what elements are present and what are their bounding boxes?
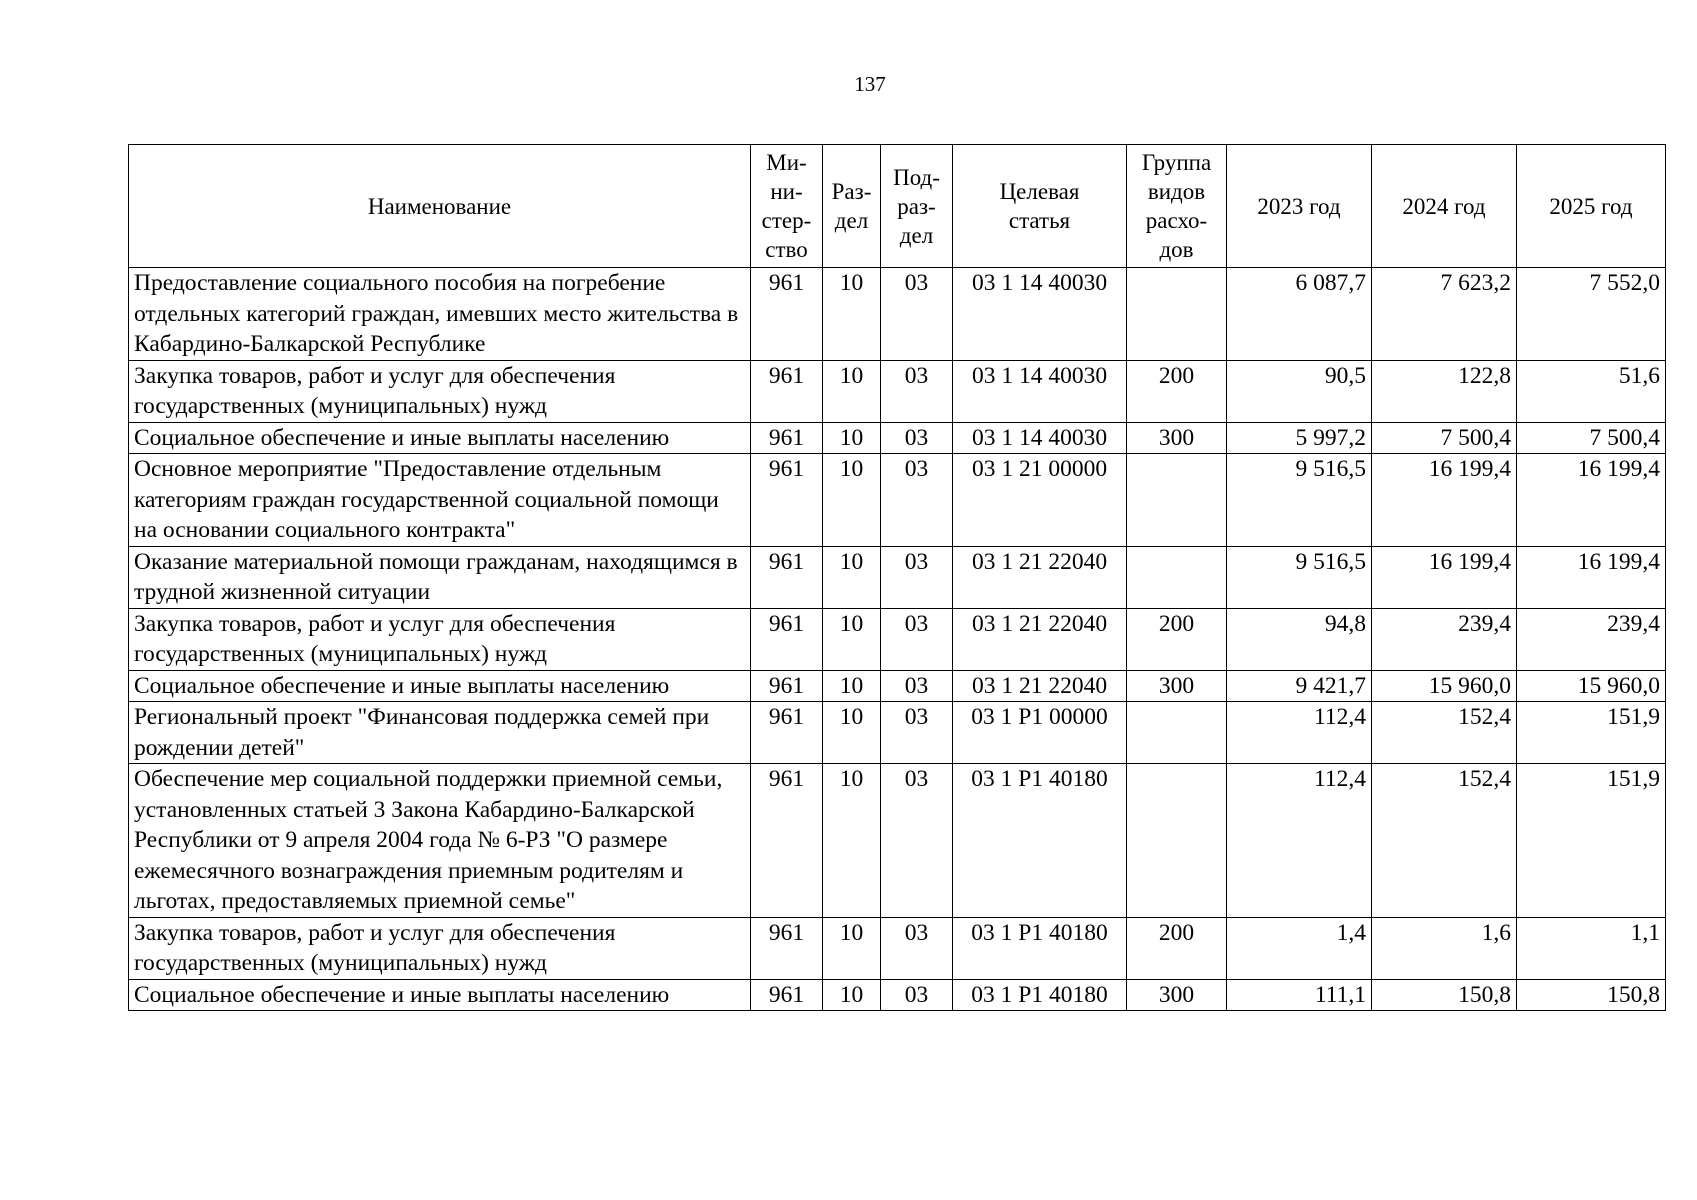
cell-target-article: 03 1 P1 40180 [953, 979, 1127, 1011]
table-row [129, 268, 1666, 361]
cell-year-2024: 152,4 [1372, 764, 1517, 918]
cell-ministry: 961 [751, 764, 823, 918]
cell-target-article: 03 1 14 40030 [953, 268, 1127, 361]
cell-name: Предоставление социального пособия на погребение отдельных категорий граждан, имевших место жительства в Кабардино-Балкарской Республике [129, 268, 751, 361]
cell-target-article: 03 1 14 40030 [953, 422, 1127, 454]
cell-ministry: 961 [751, 422, 823, 454]
header-row [129, 145, 1666, 268]
cell-subsection: 03 [881, 546, 953, 608]
cell-year-2025: 1,1 [1517, 917, 1666, 979]
cell-year-2023: 9 516,5 [1227, 546, 1372, 608]
cell-expense-group: 200 [1127, 917, 1227, 979]
cell-name: Основное мероприятие "Предоставление отдельным категориям граждан государственной социальной помощи на основании социального контракта" [129, 454, 751, 547]
cell-year-2023: 94,8 [1227, 608, 1372, 670]
cell-year-2023: 112,4 [1227, 764, 1372, 918]
table-row [129, 608, 1666, 670]
cell-year-2025: 15 960,0 [1517, 670, 1666, 702]
cell-ministry: 961 [751, 979, 823, 1011]
cell-year-2024: 1,6 [1372, 917, 1517, 979]
cell-year-2025: 51,6 [1517, 360, 1666, 422]
header-year-2024: 2024 год [1372, 145, 1517, 268]
cell-section: 10 [823, 979, 881, 1011]
table-row [129, 979, 1666, 1011]
cell-year-2025: 150,8 [1517, 979, 1666, 1011]
cell-subsection: 03 [881, 979, 953, 1011]
cell-year-2023: 5 997,2 [1227, 422, 1372, 454]
cell-ministry: 961 [751, 702, 823, 764]
cell-expense-group [1127, 454, 1227, 547]
table-row [129, 702, 1666, 764]
cell-section: 10 [823, 422, 881, 454]
header-name: Наименование [129, 145, 751, 268]
cell-expense-group: 200 [1127, 608, 1227, 670]
cell-name: Закупка товаров, работ и услуг для обеспечения государственных (муниципальных) нужд [129, 917, 751, 979]
cell-target-article: 03 1 P1 40180 [953, 917, 1127, 979]
cell-year-2023: 9 516,5 [1227, 454, 1372, 547]
cell-year-2024: 7 500,4 [1372, 422, 1517, 454]
cell-subsection: 03 [881, 764, 953, 918]
cell-ministry: 961 [751, 268, 823, 361]
cell-target-article: 03 1 21 22040 [953, 670, 1127, 702]
cell-year-2024: 239,4 [1372, 608, 1517, 670]
cell-year-2025: 16 199,4 [1517, 546, 1666, 608]
cell-expense-group [1127, 546, 1227, 608]
cell-expense-group [1127, 764, 1227, 918]
page-number: 137 [854, 72, 886, 96]
cell-subsection: 03 [881, 454, 953, 547]
budget-table [128, 144, 1666, 1011]
header-ministry: Ми- ни- стер- ство [751, 145, 823, 268]
cell-year-2025: 151,9 [1517, 702, 1666, 764]
cell-section: 10 [823, 608, 881, 670]
header-section: Раз- дел [823, 145, 881, 268]
cell-year-2024: 15 960,0 [1372, 670, 1517, 702]
cell-section: 10 [823, 454, 881, 547]
cell-name: Закупка товаров, работ и услуг для обеспечения государственных (муниципальных) нужд [129, 608, 751, 670]
cell-ministry: 961 [751, 670, 823, 702]
cell-name: Региональный проект "Финансовая поддержка семей при рождении детей" [129, 702, 751, 764]
cell-expense-group: 300 [1127, 979, 1227, 1011]
cell-name: Социальное обеспечение и иные выплаты населению [129, 670, 751, 702]
cell-year-2025: 239,4 [1517, 608, 1666, 670]
table-row [129, 670, 1666, 702]
cell-expense-group: 300 [1127, 422, 1227, 454]
cell-ministry: 961 [751, 360, 823, 422]
cell-year-2023: 6 087,7 [1227, 268, 1372, 361]
cell-year-2025: 151,9 [1517, 764, 1666, 918]
cell-section: 10 [823, 360, 881, 422]
cell-target-article: 03 1 14 40030 [953, 360, 1127, 422]
cell-name: Обеспечение мер социальной поддержки приемной семьи, установленных статьей 3 Закона Кабардино-Балкарской Республики от 9 апреля 2004 года № 6-РЗ "О размере ежемесячного вознаграждения приемным родителям и льготах, предоставляемых приемной семье" [129, 764, 751, 918]
cell-year-2023: 111,1 [1227, 979, 1372, 1011]
cell-expense-group: 300 [1127, 670, 1227, 702]
cell-year-2025: 16 199,4 [1517, 454, 1666, 547]
cell-target-article: 03 1 21 00000 [953, 454, 1127, 547]
cell-year-2023: 9 421,7 [1227, 670, 1372, 702]
header-subsection: Под- раз- дел [881, 145, 953, 268]
cell-subsection: 03 [881, 917, 953, 979]
cell-subsection: 03 [881, 702, 953, 764]
header-year-2025: 2025 год [1517, 145, 1666, 268]
cell-section: 10 [823, 546, 881, 608]
cell-year-2024: 16 199,4 [1372, 546, 1517, 608]
table-row [129, 546, 1666, 608]
cell-name: Социальное обеспечение и иные выплаты населению [129, 979, 751, 1011]
cell-year-2024: 16 199,4 [1372, 454, 1517, 547]
cell-year-2023: 90,5 [1227, 360, 1372, 422]
cell-ministry: 961 [751, 546, 823, 608]
header-target-article: Целевая статья [953, 145, 1127, 268]
cell-year-2025: 7 552,0 [1517, 268, 1666, 361]
cell-subsection: 03 [881, 360, 953, 422]
cell-expense-group: 200 [1127, 360, 1227, 422]
cell-subsection: 03 [881, 422, 953, 454]
cell-target-article: 03 1 P1 00000 [953, 702, 1127, 764]
table-row [129, 764, 1666, 918]
cell-subsection: 03 [881, 268, 953, 361]
cell-year-2024: 122,8 [1372, 360, 1517, 422]
cell-target-article: 03 1 21 22040 [953, 546, 1127, 608]
cell-ministry: 961 [751, 917, 823, 979]
cell-ministry: 961 [751, 608, 823, 670]
cell-section: 10 [823, 764, 881, 918]
cell-target-article: 03 1 P1 40180 [953, 764, 1127, 918]
cell-name: Социальное обеспечение и иные выплаты населению [129, 422, 751, 454]
cell-subsection: 03 [881, 608, 953, 670]
cell-year-2023: 1,4 [1227, 917, 1372, 979]
cell-section: 10 [823, 917, 881, 979]
table-row [129, 917, 1666, 979]
header-year-2023: 2023 год [1227, 145, 1372, 268]
cell-section: 10 [823, 702, 881, 764]
cell-expense-group [1127, 702, 1227, 764]
cell-year-2024: 152,4 [1372, 702, 1517, 764]
table-row [129, 360, 1666, 422]
cell-section: 10 [823, 670, 881, 702]
cell-year-2024: 150,8 [1372, 979, 1517, 1011]
cell-expense-group [1127, 268, 1227, 361]
cell-year-2023: 112,4 [1227, 702, 1372, 764]
table-row [129, 454, 1666, 547]
cell-ministry: 961 [751, 454, 823, 547]
cell-year-2024: 7 623,2 [1372, 268, 1517, 361]
cell-subsection: 03 [881, 670, 953, 702]
cell-name: Закупка товаров, работ и услуг для обеспечения государственных (муниципальных) нужд [129, 360, 751, 422]
cell-name: Оказание материальной помощи гражданам, находящимся в трудной жизненной ситуации [129, 546, 751, 608]
cell-target-article: 03 1 21 22040 [953, 608, 1127, 670]
table-row [129, 422, 1666, 454]
cell-section: 10 [823, 268, 881, 361]
header-expense-group: Группа видов расхо- дов [1127, 145, 1227, 268]
cell-year-2025: 7 500,4 [1517, 422, 1666, 454]
